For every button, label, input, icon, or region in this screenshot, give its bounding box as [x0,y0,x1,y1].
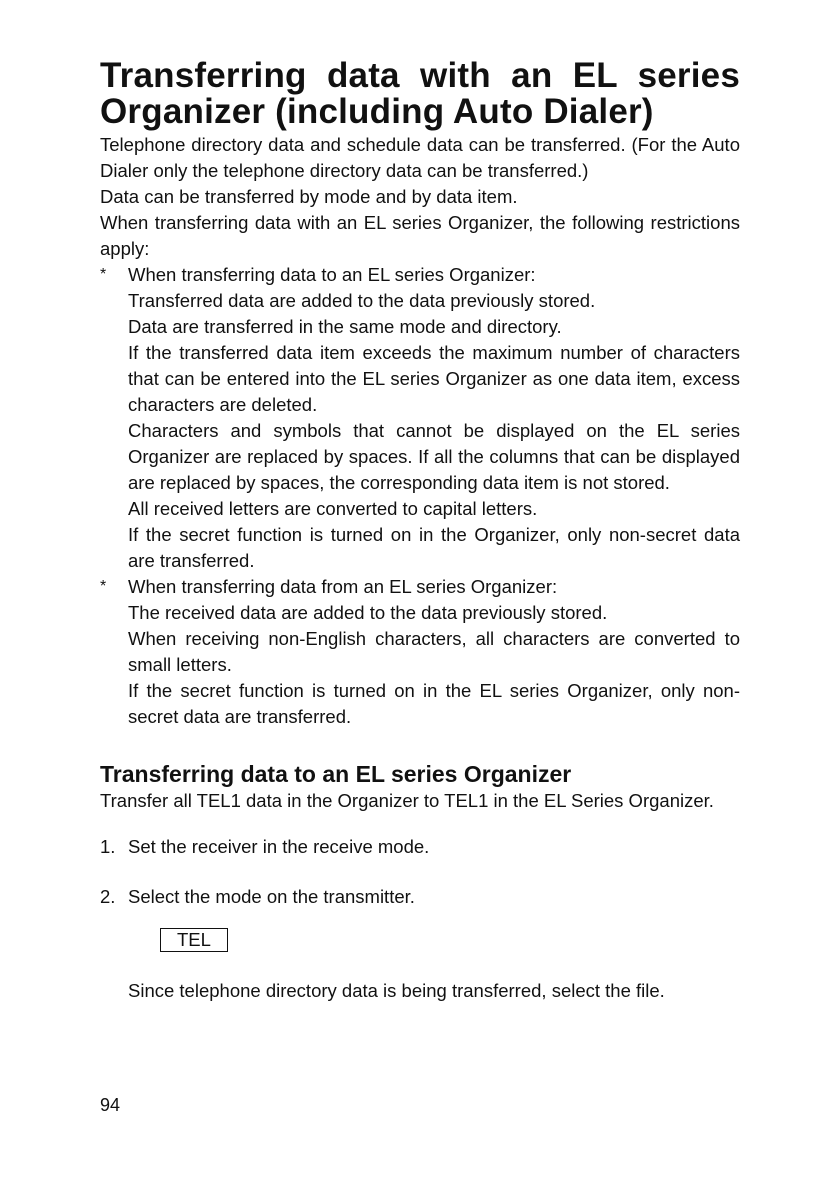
restriction-item: The received data are added to the data previously stored. [128,602,608,623]
intro-paragraph: Telephone directory data and schedule data can be transferred. (For the Auto Dialer only the telephone directory data can be transferred.) [100,134,740,181]
restriction-item: Data are transferred in the same mode and directory. [128,316,562,337]
page-title-line-1: Transferring data with an EL series [100,56,740,95]
restriction-item: Transferred data are added to the data previously stored. [128,290,596,311]
bullet-asterisk: * [100,266,107,283]
section-description: Transfer all TEL1 data in the Organizer to TEL1 in the EL Series Organizer. [100,790,714,811]
intro-section [100,132,740,262]
restriction-heading: When transferring data to an EL series Organizer: [128,264,536,285]
restriction-to-organizer [100,262,740,574]
page-number: 94 [100,1095,121,1115]
restriction-item: If the secret function is turned on in the Organizer, only non-secret data are transferred. [128,524,740,571]
intro-paragraph: When transferring data with an EL series Organizer, the following restrictions apply: [100,212,740,259]
step-2 [100,884,740,910]
restriction-heading: When transferring data from an EL series Organizer: [128,576,558,597]
bullet-asterisk: * [100,578,107,595]
restriction-from-organizer [100,574,740,730]
restriction-item: If the transferred data item exceeds the maximum number of characters that can be entered into the EL series Organizer as one data item, excess characters are deleted. [128,342,740,415]
restriction-item: Characters and symbols that cannot be displayed on the EL series Organizer are replaced by spaces. If all the columns that can be displayed are replaced by spaces, the corresponding data item is not stored. [128,420,740,493]
page-title [100,58,740,130]
key-row [100,928,740,952]
manual-page [100,58,740,1004]
intro-paragraph: Data can be transferred by mode and by data item. [100,186,518,207]
tel-key: TEL [160,928,228,952]
restriction-item: When receiving non-English characters, all characters are converted to small letters. [128,628,740,675]
step-1 [100,834,740,860]
section-heading: Transferring data to an EL series Organizer [100,761,572,787]
restrictions-list [100,262,740,730]
step-text: Set the receiver in the receive mode. [128,836,430,857]
restriction-item: All received letters are converted to capital letters. [128,498,538,519]
page-title-line-2: Organizer (including Auto Dialer) [100,92,654,131]
step-note: Since telephone directory data is being transferred, select the file. [128,980,665,1001]
step-number: 2. [100,886,116,907]
step-text: Select the mode on the transmitter. [128,886,415,907]
restriction-item: If the secret function is turned on in the EL series Organizer, only non-secret data are transferred. [128,680,740,727]
step-number: 1. [100,836,116,857]
